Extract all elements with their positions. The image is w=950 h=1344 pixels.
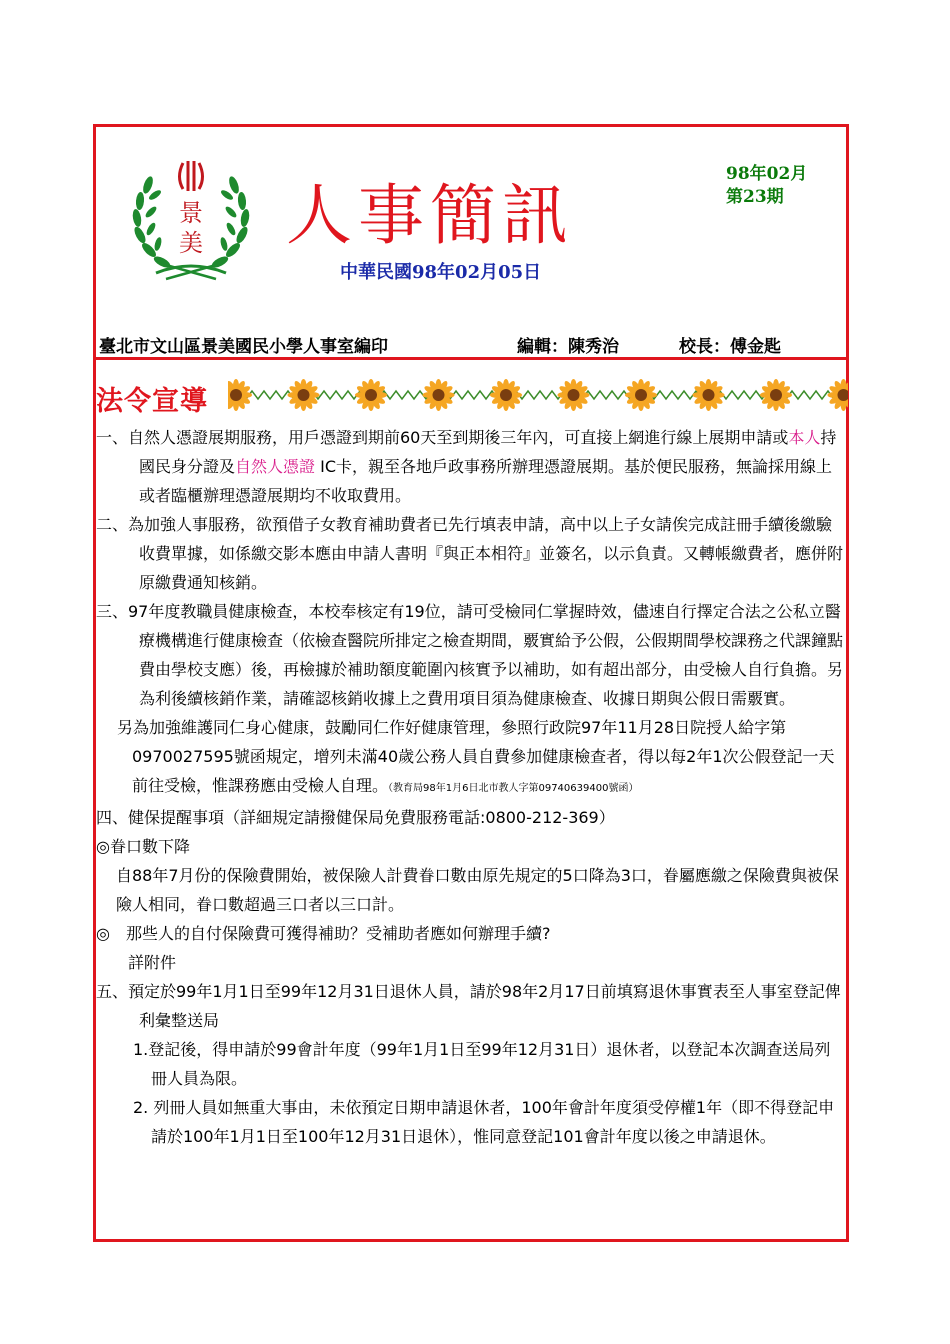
newsletter-header — [96, 127, 846, 359]
section-title: 法令宣導 — [96, 386, 208, 417]
sunflower-icon — [490, 379, 522, 411]
svg-text:景: 景 — [179, 199, 203, 227]
sunflower-icon — [828, 379, 849, 411]
sunflower-icon — [228, 379, 252, 411]
issue-month: 98年02月 — [726, 164, 808, 184]
sunflower-icon — [625, 379, 657, 411]
sunflower-icon — [288, 379, 320, 411]
item-5-sub1: 1.登記後，得申請於99會計年度（99年1月1日至99年12月31日）退休者，以登記本次調查送局列冊人員為限。 — [133, 1040, 831, 1088]
issue-info — [726, 163, 807, 209]
sunflower-icon — [355, 379, 387, 411]
school-laurel-logo-icon — [126, 155, 256, 285]
publisher: 臺北市文山區景美國民小學人事室編印 — [99, 337, 388, 357]
item-1: 一、自然人憑證展期服務，用戶憑證到期前60天至到期後三年內，可直接上網進行線上展期申請或本人持國民身分證及自然人憑證 IC卡，親至各地戶政事務所辦理憑證展期。基於便民服務，無論採用線上或者臨櫃辦理憑證展期均不收取費用。 — [96, 428, 837, 505]
item-3: 三、97年度教職員健康檢查，本校奉核定有19位，請可受檢同仁掌握時效，儘速自行擇定合法之公私立醫療機構進行健康檢查（依檢查醫院所排定之檢查期間，覈實給予公假，公假期間學校課務之代課鐘點費由學校支應）後，再檢據於補助額度範圍內核實予以補助，如有超出部分，由受檢人自行負擔。另為利後續核銷作業，請確認核銷收據上之費用項目須為健康檢查、收據日期與公假日需覈實。 — [96, 602, 844, 708]
sunflower-icon — [423, 379, 455, 411]
sunflower-icon — [693, 379, 725, 411]
item-4-sub1-body: 自88年7月份的保險費開始，被保險人計費眷口數由原先規定的5口降為3口，眷屬應繳之保險費與被保險人相同，眷口數超過三口者以三口計。 — [116, 866, 839, 914]
item-4-sub2-body: 詳附件 — [128, 953, 177, 972]
issue-number: 第23期 — [726, 187, 784, 207]
item-5: 五、預定於99年1月1日至99年12月31日退休人員，請於98年2月17日前填寫退休事實表至人事室登記俾利彙整送局 — [96, 982, 841, 1030]
principal: 校長：傅金匙 — [679, 337, 781, 357]
item-2: 二、為加強人事服務，欲預借子女教育補助費者已先行填表申請，高中以上子女請俟完成註冊手續後繳驗收費單據，如係繳交影本應由申請人書明『與正本相符』並簽名，以示負責。又轉帳繳費者，應併附原繳費通知核銷。 — [96, 515, 844, 592]
sunflower-icon — [760, 379, 792, 411]
item-4: 四、健保提醒事項（詳細規定請撥健保局免費服務電話:0800-212-369） — [96, 808, 615, 827]
sunflower-icon — [558, 379, 590, 411]
newsletter-title: 人事簡訊 — [286, 177, 574, 254]
item-3-extra: 另為加強維護同仁身心健康，鼓勵同仁作好健康管理，參照行政院97年11月28日院授人給字第0970027595號函規定，增列未滿40歲公務人員自費參加健康檢查者，得以每2年1次公假登記一天前往受檢，惟課務應由受檢人自理。（教育局98年1月6日北市教人字第09740639400號函） — [117, 718, 835, 795]
announcement-body — [96, 423, 846, 1151]
item-4-sub2-title: ◎ 那些人的自付保險費可獲得補助？受補助者應如何辦理手續? — [96, 924, 551, 943]
item-3-reference: （教育局98年1月6日北市教人字第09740639400號函） — [388, 783, 639, 794]
newsletter-frame — [93, 124, 849, 1242]
sunflower-border — [228, 375, 848, 415]
svg-text:美: 美 — [179, 229, 203, 257]
item-4-sub1-title: ◎眷口數下降 — [96, 837, 190, 856]
publish-date: 中華民國98年02月05日 — [340, 262, 542, 283]
grass-strip — [228, 391, 846, 399]
editor: 編輯：陳秀治 — [517, 337, 619, 357]
section-header — [96, 375, 846, 415]
item-5-sub2: 2. 列冊人員如無重大事由，未依預定日期申請退休者，100年會計年度須受停權1年（即不得登記申請於100年1月1日至100年12月31日退休），惟同意登記101會計年度以後之申請退休。 — [133, 1098, 835, 1146]
header-divider — [96, 357, 846, 360]
